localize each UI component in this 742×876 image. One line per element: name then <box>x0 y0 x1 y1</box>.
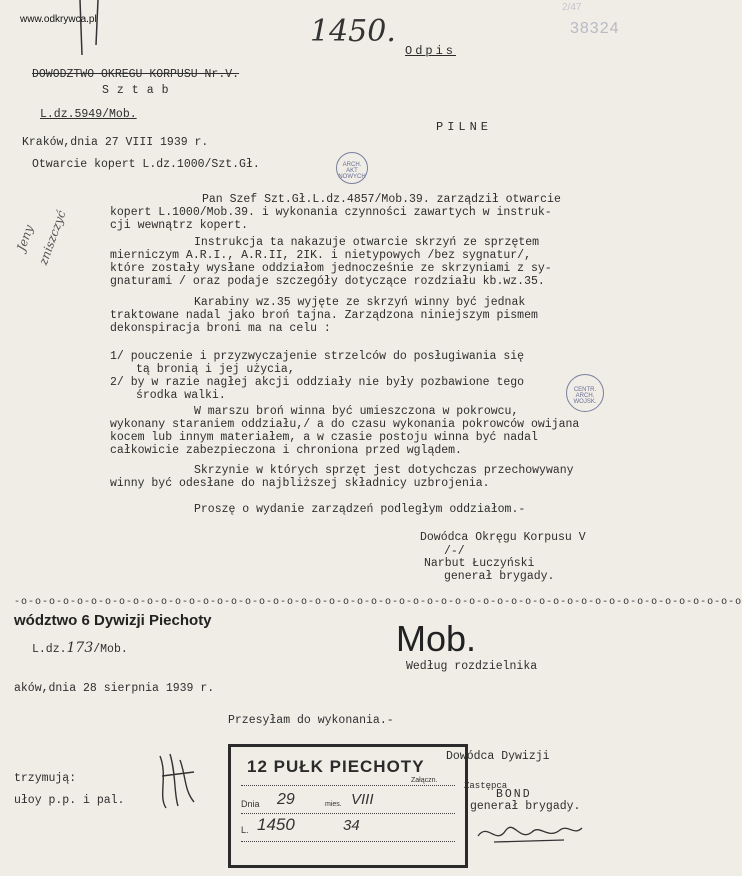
second-header: wództwo 6 Dywizji Piechoty <box>14 612 212 629</box>
body-line: 1/ pouczenie i przyzwyczajenie strzelców do posługiwania się <box>110 350 525 363</box>
stamp-dnia-label: Dnia <box>241 799 260 809</box>
stamp-mies-label: mies. <box>325 801 342 808</box>
regiment-registry-stamp <box>228 744 468 868</box>
body-line: Proszę o wydanie zarządzeń podległym oddziałom.- <box>194 503 526 516</box>
second-ref-prefix: L.dz. <box>32 643 67 656</box>
round-stamp-text: CENTR. ARCH. WOJSK. <box>573 387 597 405</box>
stamp-day: 29 <box>277 791 295 808</box>
header-ref: L.dz.5949/Mob. <box>40 108 137 121</box>
body-line: winny być odesłane do najbliższej składnicy uzbrojenia. <box>110 477 490 490</box>
stamp-rule <box>241 785 455 786</box>
signature-mark: /-/ <box>444 545 465 558</box>
second-ref <box>32 642 128 656</box>
body-line: które zostały wysłane oddziałom jednocześnie ze skrzyniami z sy- <box>110 262 552 275</box>
body-line: 2/ by w razie nagłej akcji oddziały nie były pozbawione tego <box>110 376 525 389</box>
header-sztab: Sztab <box>102 84 177 97</box>
body-line: Instrukcja ta nakazuje otwarcie skrzyń ze sprzętem <box>194 236 540 249</box>
round-stamp-military-archive <box>566 374 604 412</box>
body-line: gnaturami / oraz podaje szczegóły dotyczące rozdziału kb.wz.35. <box>110 275 545 288</box>
dowodca-dywizji: Dowódca Dywizji <box>446 750 550 763</box>
pilne-label: PILNE <box>436 120 493 134</box>
body-line: wykonany staraniem oddziału,/ a do czasu wykonania pokrowców owijana <box>110 418 580 431</box>
handwritten-signature-icon <box>474 812 584 852</box>
mob-mark: Mob. <box>396 618 477 659</box>
margin-note-1: Jeny <box>14 223 37 253</box>
round-stamp-archive <box>336 152 368 184</box>
stamp-zal-label: Załączn. <box>411 777 438 784</box>
header-line1: DOWODZTWO OKREGU KORPUSU Nr.V. <box>32 68 240 81</box>
stamp-rule <box>241 841 455 842</box>
second-ref-number: 173 <box>66 640 94 656</box>
archive-corner-mark: 2/47 <box>562 2 582 13</box>
body-line: Pan Szef Szt.Gł.L.dz.4857/Mob.39. zarządził otwarcie <box>202 193 561 206</box>
handwritten-archive-number: 1450. <box>310 14 396 49</box>
section-divider: -o-o-o-o-o-o-o-o-o-o-o-o-o-o-o-o-o-o-o-o-o-o-o-o-o-o-o-o-o-o-o-o-o-o-o-o-o-o-o-o-o-o-o-o-o-o-o-o-o-o-o-o <box>14 597 742 608</box>
watermark: www.odkrywca.pl <box>20 14 97 25</box>
signature-rank: generał brygady. <box>444 570 555 583</box>
header-date: Kraków,dnia 27 VIII 1939 r. <box>22 136 209 149</box>
stamp-number: 1450 <box>257 815 295 834</box>
stamp-suffix: 34 <box>343 817 360 834</box>
handwritten-signature-icon <box>154 746 204 816</box>
signature-name: Narbut Łuczyński <box>424 557 535 570</box>
zastepca-label: Zastępca <box>464 781 508 791</box>
odpis-label: Odpis <box>405 44 457 58</box>
margin-note-2: zniszczyć <box>36 208 69 267</box>
przesylam-line: Przesyłam do wykonania.- <box>228 714 394 727</box>
second-ref-suffix: /Mob. <box>93 643 128 656</box>
archive-stamped-number: 38324 <box>570 20 620 37</box>
round-stamp-text: ARCH. AKT NOWYCH <box>338 162 366 180</box>
body-line: mierniczym A.R.I., A.R.II, 2IK. i nietypowych /bez sygnatur/, <box>110 249 531 262</box>
body-line: kopert L.1000/Mob.39. i wykonania czynności zawartych w instruk- <box>110 206 552 219</box>
body-line: tą bronią i jej użycia, <box>136 363 295 376</box>
signature-title: Dowódca Okręgu Korpusu V <box>420 531 586 544</box>
second-date: aków,dnia 28 sierpnia 1939 r. <box>14 682 215 695</box>
body-line: cji wewnątrz kopert. <box>110 219 249 232</box>
pulki-line: ułoy p.p. i pal. <box>14 794 125 807</box>
body-line: środka walki. <box>136 389 226 402</box>
bond-name: BOND <box>496 788 532 801</box>
body-line: dekonspiracja broni ma na celu : <box>110 322 331 335</box>
body-line: całkowicie zabezpieczona i chroniona przed wglądem. <box>110 444 462 457</box>
body-line: Skrzynie w których sprzęt jest dotychczas przechowywany <box>194 464 574 477</box>
stamp-month: VIII <box>351 791 374 808</box>
ink-marks-icon <box>70 0 110 60</box>
body-line: traktowane nadal jako broń tajna. Zarządzona niniejszym pismem <box>110 309 538 322</box>
otrzymuja-label: trzymują: <box>14 772 77 785</box>
body-line: kocem lub innym materiałem, a w czasie postoju winna być nadal <box>110 431 538 444</box>
stamp-rule <box>241 813 455 814</box>
subject-line: Otwarcie kopert L.dz.1000/Szt.Gł. <box>32 158 260 171</box>
stamp-l-label: L. <box>241 825 249 835</box>
stamp-title: 12 PUŁK PIECHOTY <box>247 757 425 776</box>
rozdzielnik: Według rozdzielnika <box>406 660 538 673</box>
body-line: Karabiny wz.35 wyjęte ze skrzyń winny być jednak <box>194 296 526 309</box>
body-line: W marszu broń winna być umieszczona w pokrowcu, <box>194 405 519 418</box>
general-rank: generał brygady. <box>470 800 581 813</box>
